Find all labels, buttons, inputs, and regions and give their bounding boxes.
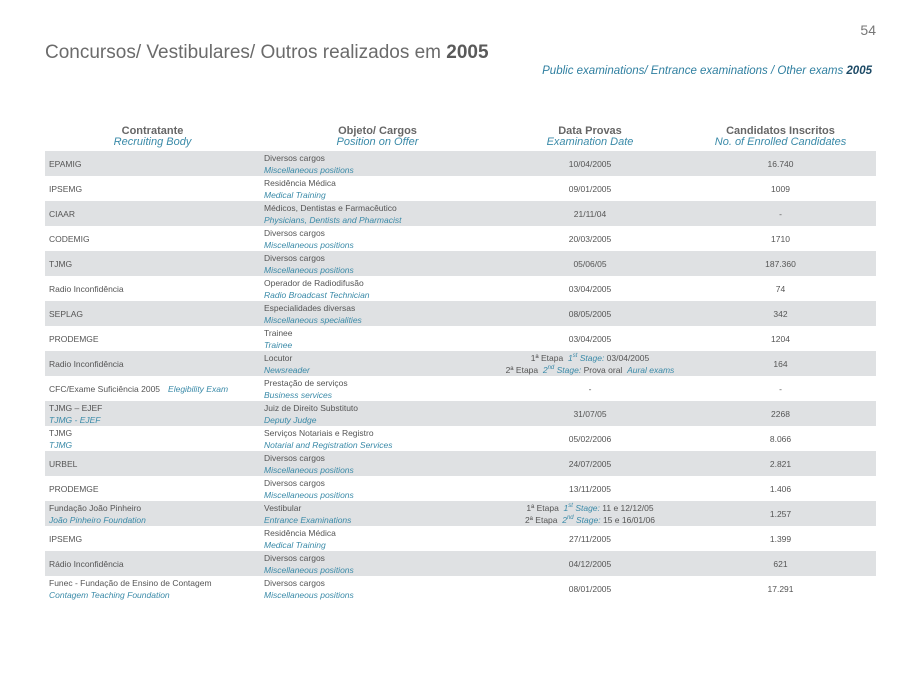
cell-exam-date [495, 351, 685, 376]
table-row [45, 526, 876, 551]
cell-exam-date [495, 176, 685, 201]
stage-label-en [564, 503, 600, 513]
table-row [45, 501, 876, 526]
cell-exam-date [495, 426, 685, 451]
candidates-count: 1.406 [769, 483, 792, 494]
recruiting-body-pt: CFC/Exame Suficiência 2005 [49, 383, 161, 394]
cell-exam-date [495, 326, 685, 351]
table-row [45, 251, 876, 276]
cell-position [260, 451, 495, 476]
page-title-text: Concursos/ Vestibulares/ Outros realizados em [45, 42, 447, 63]
table-row [45, 401, 876, 426]
table-row [45, 276, 876, 301]
cell-recruiting-body [45, 176, 260, 201]
column-header-pt: Data Provas [558, 125, 622, 137]
page-title-year: 2005 [446, 42, 489, 63]
cell-candidates [685, 326, 876, 351]
stage-number: 2 [542, 364, 548, 375]
stage-value-pt: 11 e 12/12/05 [599, 502, 654, 513]
recruiting-body-en: Elegibility Exam [168, 383, 229, 394]
candidates-count: 1.257 [769, 508, 792, 519]
cell-candidates [685, 401, 876, 426]
exam-date: 04/12/2005 [568, 558, 612, 569]
table-row [45, 351, 876, 376]
stage-label-pt: 1ª Etapa [530, 352, 564, 363]
position-en: Miscellaneous positions [264, 464, 354, 475]
candidates-count: 74 [775, 283, 786, 294]
position-en: Notarial and Registration Services [264, 439, 393, 450]
stage-word: Stage: [572, 502, 600, 513]
cell-position [260, 576, 495, 601]
position-pt: Diversos cargos [264, 152, 325, 163]
cell-candidates [685, 501, 876, 526]
exam-date: - [588, 383, 592, 394]
exam-stage-line [506, 364, 675, 376]
cell-exam-date [495, 401, 685, 426]
position-en: Entrance Examinations [264, 514, 352, 525]
position-en: Miscellaneous positions [264, 489, 354, 500]
recruiting-body-pt: Radio Inconfidência [49, 358, 124, 369]
candidates-count: 1204 [771, 333, 790, 344]
position-pt: Diversos cargos [264, 227, 325, 238]
exam-date: 20/03/2005 [568, 233, 612, 244]
page-number: 54 [860, 22, 876, 38]
stage-value-pt: Prova oral [581, 364, 623, 375]
cell-candidates [685, 426, 876, 451]
candidates-count: 8.066 [769, 433, 792, 444]
exam-date: 10/04/2005 [568, 158, 612, 169]
cell-candidates [685, 351, 876, 376]
cell-position [260, 176, 495, 201]
stage-word: Stage: [554, 364, 582, 375]
column-header-pt: Objeto/ Cargos [338, 125, 417, 137]
column-header-candidates [685, 126, 876, 151]
cell-exam-date [495, 501, 685, 526]
exam-date: 05/02/2006 [568, 433, 612, 444]
position-pt: Diversos cargos [264, 477, 325, 488]
position-pt: Vestibular [264, 502, 302, 513]
cell-recruiting-body [45, 326, 260, 351]
recruiting-body-pt: PRODEMGE [49, 333, 99, 344]
position-en: Deputy Judge [264, 414, 317, 425]
position-pt: Diversos cargos [264, 552, 325, 563]
cell-position [260, 251, 495, 276]
cell-exam-date [495, 251, 685, 276]
cell-exam-date [495, 551, 685, 576]
cell-recruiting-body [45, 276, 260, 301]
page-subtitle [542, 65, 872, 77]
cell-exam-date [495, 576, 685, 601]
position-pt: Trainee [264, 327, 293, 338]
position-en: Miscellaneous positions [264, 564, 354, 575]
recruiting-body-pt: Funec - Fundação de Ensino de Contagem [49, 577, 212, 588]
position-en: Newsreader [264, 364, 310, 375]
candidates-count: 16.740 [767, 158, 794, 169]
position-pt: Locutor [264, 352, 293, 363]
cell-candidates [685, 201, 876, 226]
cell-exam-date [495, 226, 685, 251]
table-row [45, 151, 876, 176]
stage-value-pt: 15 e 16/01/06 [600, 514, 655, 525]
position-en: Physicians, Dentists and Pharmacist [264, 214, 402, 225]
cell-candidates [685, 451, 876, 476]
position-en: Miscellaneous positions [264, 239, 354, 250]
exam-stage-line [526, 502, 653, 514]
position-en: Miscellaneous positions [264, 589, 354, 600]
stage-label-pt: 1ª Etapa [526, 502, 559, 513]
table-row [45, 376, 876, 401]
cell-recruiting-body [45, 426, 260, 451]
candidates-count: - [779, 383, 782, 394]
page-subtitle-text: Public examinations/ Entrance examinations / Other exams [542, 65, 847, 77]
page-title [45, 42, 489, 64]
cell-recruiting-body [45, 251, 260, 276]
page-subtitle-year: 2005 [846, 65, 872, 77]
position-pt: Diversos cargos [264, 452, 325, 463]
cell-candidates [685, 476, 876, 501]
table-row [45, 326, 876, 351]
position-pt: Operador de Radiodifusão [264, 277, 364, 288]
recruiting-body-pt: TJMG [49, 427, 73, 438]
column-header-exam-date [495, 126, 685, 151]
table-row [45, 176, 876, 201]
column-header-en: Position on Offer [336, 136, 419, 148]
candidates-count: 1710 [771, 233, 790, 244]
stage-number: 2 [562, 514, 567, 525]
stage-label-en [562, 515, 600, 525]
cell-position [260, 501, 495, 526]
cell-recruiting-body [45, 476, 260, 501]
cell-position [260, 426, 495, 451]
position-en: Trainee [264, 339, 293, 350]
exam-date: 09/01/2005 [568, 183, 612, 194]
cell-exam-date [495, 476, 685, 501]
recruiting-body-en: TJMG [49, 439, 73, 450]
recruiting-body-pt: EPAMIG [49, 158, 82, 169]
position-en: Medical Training [264, 189, 326, 200]
cell-exam-date [495, 276, 685, 301]
recruiting-body-pt: PRODEMGE [49, 483, 99, 494]
cell-candidates [685, 551, 876, 576]
recruiting-body-pt: CODEMIG [49, 233, 90, 244]
cell-recruiting-body [45, 226, 260, 251]
stage-word: Stage: [573, 514, 601, 525]
cell-recruiting-body [45, 551, 260, 576]
position-pt: Diversos cargos [264, 252, 325, 263]
candidates-count: - [779, 208, 782, 219]
cell-exam-date [495, 451, 685, 476]
cell-candidates [685, 151, 876, 176]
stage-value-pt: 03/04/2005 [604, 352, 650, 363]
cell-position [260, 526, 495, 551]
cell-recruiting-body [45, 351, 260, 376]
column-header-pt: Candidatos Inscritos [726, 125, 835, 137]
cell-candidates [685, 301, 876, 326]
cell-candidates [685, 526, 876, 551]
position-en: Radio Broadcast Technician [264, 289, 370, 300]
cell-recruiting-body [45, 301, 260, 326]
position-pt: Juiz de Direito Substituto [264, 402, 359, 413]
candidates-count: 164 [773, 358, 788, 369]
cell-position [260, 476, 495, 501]
stage-ordinal: nd [547, 364, 555, 371]
cell-position [260, 326, 495, 351]
recruiting-body-en: TJMG - EJEF [49, 414, 101, 425]
position-en: Medical Training [264, 539, 326, 550]
position-pt: Diversos cargos [264, 577, 325, 588]
column-header-position [260, 126, 495, 151]
stage-number: 1 [563, 502, 569, 513]
stage-word: Stage: [577, 352, 605, 363]
stage-label-en [543, 365, 581, 375]
cell-position [260, 376, 495, 401]
table-row [45, 201, 876, 226]
table-body [45, 151, 876, 601]
recruiting-body-pt: TJMG – EJEF [49, 402, 103, 413]
exam-date: 21/11/04 [573, 208, 607, 219]
exam-date: 31/07/05 [573, 408, 607, 419]
recruiting-body-en: João Pinheiro Foundation [49, 514, 146, 525]
cell-position [260, 401, 495, 426]
recruiting-body-pt: IPSEMG [49, 533, 83, 544]
stage-label-pt: 2ª Etapa [505, 364, 539, 375]
cell-exam-date [495, 201, 685, 226]
cell-recruiting-body [45, 151, 260, 176]
stage-ordinal: st [568, 502, 573, 509]
table-row [45, 451, 876, 476]
cell-exam-date [495, 526, 685, 551]
cell-position [260, 551, 495, 576]
cell-exam-date [495, 301, 685, 326]
cell-candidates [685, 251, 876, 276]
cell-position [260, 226, 495, 251]
cell-candidates [685, 226, 876, 251]
stage-number: 1 [567, 352, 573, 363]
stage-value-en: Aural exams [627, 364, 675, 375]
cell-candidates [685, 376, 876, 401]
cell-recruiting-body [45, 451, 260, 476]
position-pt: Especialidades diversas [264, 302, 356, 313]
cell-position [260, 151, 495, 176]
candidates-count: 187.360 [765, 258, 796, 269]
cell-position [260, 301, 495, 326]
cell-position [260, 276, 495, 301]
position-pt: Prestação de serviços [264, 377, 348, 388]
candidates-count: 17.291 [767, 583, 794, 594]
column-header-en: No. of Enrolled Candidates [714, 136, 847, 148]
exam-date: 05/06/05 [573, 258, 607, 269]
recruiting-body-pt: SEPLAG [49, 308, 84, 319]
cell-exam-date [495, 151, 685, 176]
position-pt: Residência Médica [264, 177, 336, 188]
table-row [45, 551, 876, 576]
position-pt: Médicos, Dentistas e Farmacêutico [264, 202, 397, 213]
recruiting-body-pt: TJMG [49, 258, 73, 269]
recruiting-body-pt: Fundação João Pinheiro [49, 502, 142, 513]
recruiting-body-pt: CIAAR [49, 208, 75, 219]
cell-position [260, 201, 495, 226]
recruiting-body-pt: Rádio Inconfidência [49, 558, 124, 569]
recruiting-body-line [49, 383, 260, 395]
exam-stage-line [525, 514, 655, 526]
stage-ordinal: st [572, 352, 578, 359]
position-en: Miscellaneous positions [264, 264, 354, 275]
exams-table [45, 126, 876, 601]
exam-date: 13/11/2005 [569, 483, 611, 494]
stage-label-pt: 2ª Etapa [525, 514, 558, 525]
column-header-pt: Contratante [121, 125, 184, 137]
stage-label-en [568, 353, 604, 363]
exam-date: 03/04/2005 [568, 283, 612, 294]
stage-ordinal: nd [566, 514, 574, 521]
cell-recruiting-body [45, 401, 260, 426]
position-en: Business services [264, 389, 333, 400]
exam-date: 27/11/2005 [569, 533, 611, 544]
candidates-count: 1009 [771, 183, 790, 194]
cell-position [260, 351, 495, 376]
candidates-count: 2268 [771, 408, 790, 419]
column-header-en: Examination Date [546, 136, 634, 148]
recruiting-body-pt: URBEL [49, 458, 78, 469]
candidates-count: 2.821 [769, 458, 792, 469]
exam-stage-line [531, 352, 649, 364]
exam-date: 03/04/2005 [568, 333, 612, 344]
table-header [45, 126, 876, 151]
cell-candidates [685, 576, 876, 601]
table-row [45, 301, 876, 326]
table-row [45, 476, 876, 501]
exam-date: 24/07/2005 [568, 458, 612, 469]
table-row [45, 426, 876, 451]
position-pt: Serviços Notariais e Registro [264, 427, 374, 438]
cell-candidates [685, 176, 876, 201]
position-pt: Residência Médica [264, 527, 336, 538]
recruiting-body-en: Contagem Teaching Foundation [49, 589, 170, 600]
recruiting-body-pt: IPSEMG [49, 183, 83, 194]
cell-recruiting-body [45, 201, 260, 226]
column-header-recruiting-body [45, 126, 260, 151]
recruiting-body-pt: Radio Inconfidência [49, 283, 124, 294]
cell-recruiting-body [45, 501, 260, 526]
exam-date: 08/01/2005 [568, 583, 612, 594]
position-en: Miscellaneous specialities [264, 314, 362, 325]
cell-recruiting-body [45, 576, 260, 601]
table-row [45, 576, 876, 601]
candidates-count: 621 [773, 558, 788, 569]
exam-date: 08/05/2005 [568, 308, 612, 319]
column-header-en: Recruiting Body [113, 136, 192, 148]
position-en: Miscellaneous positions [264, 164, 354, 175]
cell-candidates [685, 276, 876, 301]
candidates-count: 1.399 [769, 533, 792, 544]
candidates-count: 342 [773, 308, 788, 319]
cell-exam-date [495, 376, 685, 401]
cell-recruiting-body [45, 526, 260, 551]
cell-recruiting-body [45, 376, 260, 401]
table-row [45, 226, 876, 251]
